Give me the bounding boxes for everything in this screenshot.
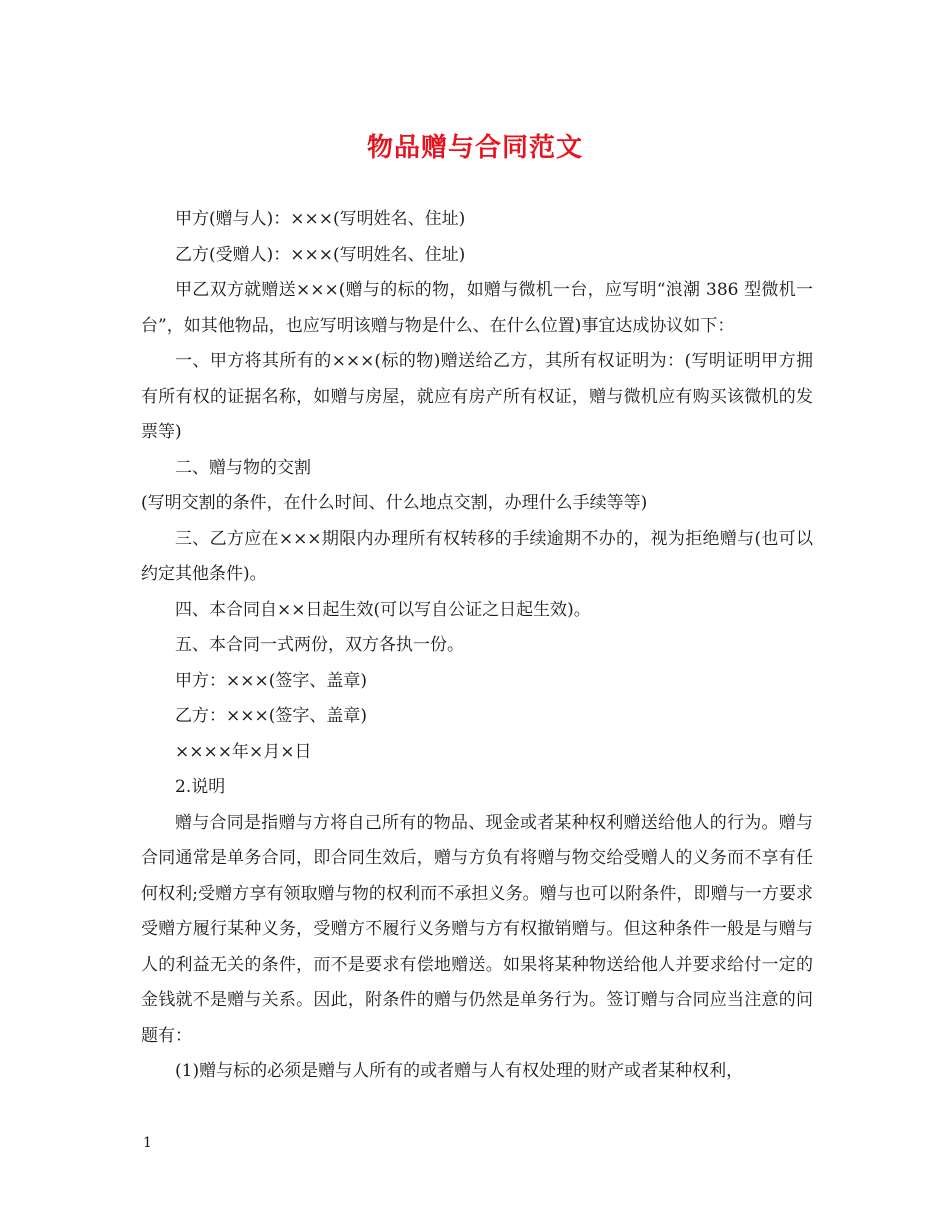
- clause-2-note: (写明交割的条件，在什么时间、什么地点交割，办理什么手续等等): [141, 493, 648, 513]
- note-paragraph: 赠与合同是指赠与方将自己所有的物品、现金或者某种权利赠送给他人的行为。赠与合同通常是单务合同，即合同生效后，赠与方负有将赠与物交给受赠人的义务而不享有任何权利;受赠方享有领取赠与物的权利而不承担义务。赠与也可以附条件，即赠与一方要求受赠方履行某种义务，受赠方不履行义务赠与方有权撤销赠与。但这种条件一般是与赠与人的利益无关的条件，而不是要求有偿地赠送。如果将某种物送给他人并要求给付一定的金钱就不是赠与关系。因此，附条件的赠与仍然是单务行为。签订赠与合同应当注意的问题有：: [141, 812, 813, 1046]
- document-body: [141, 202, 813, 1090]
- clause-3-paragraph: 三、乙方应在×××期限内办理所有权转移的手续逾期不办的，视为拒绝赠与(也可以约定其他条件)。: [141, 528, 813, 584]
- party-a-signature: 甲方：×××(签字、盖章): [175, 670, 367, 691]
- party-a-line: 甲方(赠与人)：×××(写明姓名、住址): [175, 209, 466, 229]
- clause-1-paragraph: 一、甲方将其所有的×××(标的物)赠送给乙方，其所有权证明为：(写明证明甲方拥有所有权的证据名称，如赠与房屋，就应有房产所有权证，赠与微机应有购买该微机的发票等): [141, 351, 813, 442]
- page-number: 1: [143, 1135, 152, 1151]
- document-title: 物品赠与合同范文: [366, 133, 583, 163]
- note-item-1: (1)赠与标的必须是赠与人所有的或者赠与人有权处理的财产或者某种权利，: [175, 1061, 744, 1081]
- party-b-line: 乙方(受赠人)：×××(写明姓名、住址): [175, 244, 466, 265]
- party-b-signature: 乙方：×××(签字、盖章): [175, 706, 367, 726]
- clause-4-paragraph: 四、本合同自××日起生效(可以写自公证之日起生效)。: [175, 599, 591, 620]
- clause-5-paragraph: 五、本合同一式两份，双方各执一份。: [175, 635, 464, 655]
- contract-date: ××××年×月×日: [175, 741, 312, 762]
- note-heading: 2.说明: [175, 777, 226, 797]
- intro-paragraph: 甲乙双方就赠送×××(赠与的标的物，如赠与微机一台，应写明“浪潮 386 型微机一台”，如其他物品，也应写明该赠与物是什么、在什么位置)事宜达成协议如下：: [141, 280, 813, 336]
- clause-2-heading: 二、赠与物的交割: [175, 457, 311, 478]
